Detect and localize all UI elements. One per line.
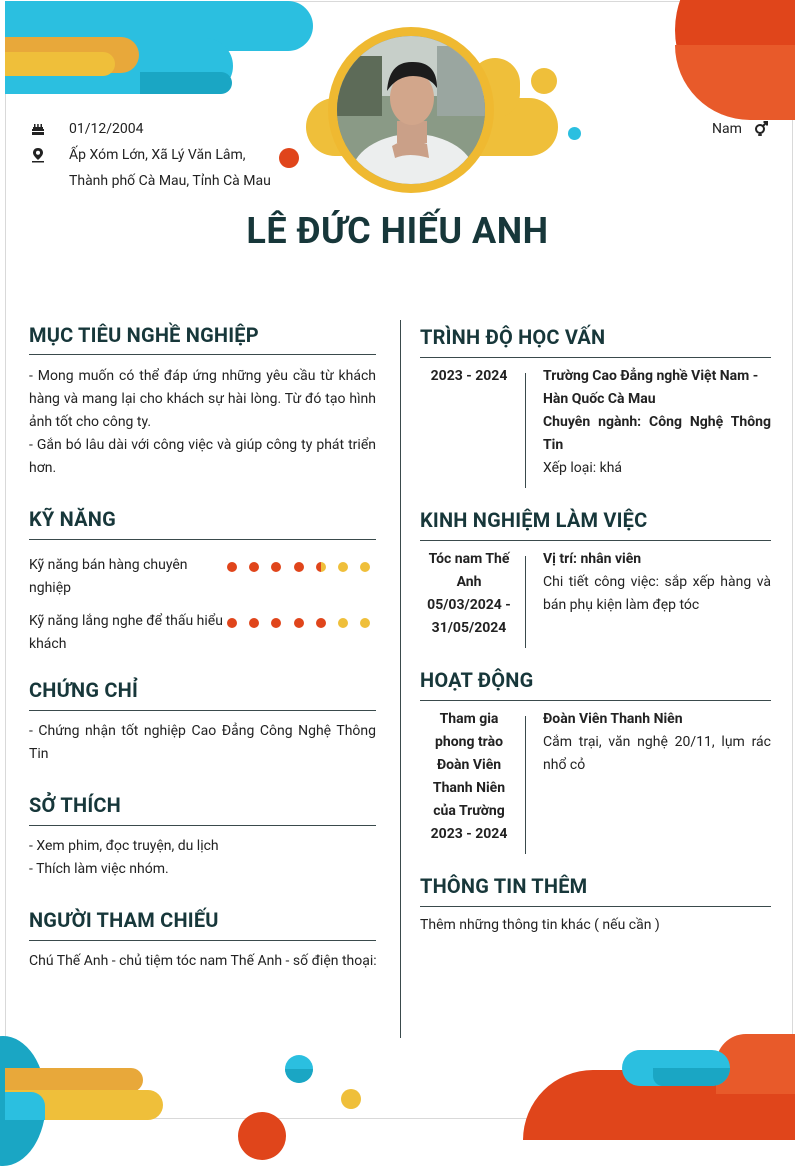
education-divider	[420, 357, 771, 358]
decor-bottom-left-orange	[5, 1068, 143, 1092]
activities-role: Đoàn Viên Thanh Niên	[543, 711, 683, 727]
hobby-line-2: - Thích làm việc nhóm.	[29, 861, 169, 877]
decor-bottom-red-half	[238, 1112, 286, 1160]
activities-divider	[420, 700, 771, 701]
references-title: NGƯỜI THAM CHIẾU	[29, 908, 219, 932]
rating-dot	[338, 618, 348, 628]
education-school: Trường Cao Đẳng nghề Việt Nam - Hàn Quốc Cà Mau	[543, 368, 759, 407]
hobby-line-1: - Xem phim, đọc truyện, du lịch	[29, 838, 219, 854]
skill-label: Kỹ năng lắng nghe để thấu hiểu khách	[29, 613, 223, 652]
rating-dot	[316, 562, 326, 572]
skill-label: Kỹ năng bán hàng chuyên nghiệp	[29, 557, 188, 596]
extra-info-text: Thêm những thông tin khác ( nếu cần )	[420, 917, 660, 933]
objective-divider	[29, 354, 376, 355]
experience-divider	[420, 540, 771, 541]
decor-bottom-right-teal	[653, 1068, 730, 1086]
hobbies-title: SỞ THÍCH	[29, 793, 121, 817]
column-divider	[400, 320, 401, 1038]
decor-top-left-yellow-bar2	[5, 52, 115, 76]
avatar	[337, 36, 485, 184]
rating-dot	[227, 618, 237, 628]
reference-text: Chú Thế Anh - chủ tiệm tóc nam Thế Anh - số điện thoại:	[29, 953, 377, 969]
activities-description: Tham gia phong trào Đoàn Viên Thanh Niên của Trường 2023 - 2024	[430, 711, 508, 842]
decor-red-dot	[279, 148, 299, 168]
birthdate: 01/12/2004	[69, 121, 144, 137]
map-pin-icon	[30, 147, 46, 163]
education-grade: Xếp loại: khá	[543, 460, 623, 476]
references-divider	[29, 940, 376, 941]
decor-bottom-yellow-dot	[341, 1089, 361, 1109]
hobbies-divider	[29, 825, 376, 826]
certificates-divider	[29, 710, 376, 711]
rating-dot	[294, 562, 304, 572]
full-name: LÊ ĐỨC HIẾU ANH	[246, 210, 549, 252]
avatar-photo	[337, 36, 485, 184]
objective-line-2: - Gắn bó lâu dài với công việc và giúp công ty phát triển hơn.	[29, 437, 376, 476]
decor-top-left-teal-band	[140, 72, 232, 94]
activities-title: HOẠT ĐỘNG	[420, 668, 534, 692]
experience-company: Tóc nam Thế Anh	[428, 551, 510, 590]
avatar-frame	[328, 27, 494, 193]
certificates-title: CHỨNG CHỈ	[29, 678, 139, 702]
experience-position: Vị trí: nhân viên	[543, 551, 642, 567]
gender: Nam	[712, 121, 742, 137]
gender-icon	[753, 120, 769, 136]
rating-dot	[338, 562, 348, 572]
objective-line-1: - Mong muốn có thể đáp ứng những yêu cầu từ khách hàng và mang lại cho khách sự hài lòng. Từ đó tạo hình ảnh tốt cho công ty.	[29, 368, 376, 430]
activities-details: Cắm trại, văn nghệ 20/11, lụm rác nhổ cỏ	[543, 734, 771, 773]
decor-blue-dot	[568, 127, 581, 140]
skills-divider	[29, 539, 376, 540]
rating-dot	[316, 618, 326, 628]
experience-period: 05/03/2024 - 31/05/2024	[427, 597, 511, 636]
decor-bottom-left-blue	[5, 1092, 45, 1120]
education-period: 2023 - 2024	[430, 368, 508, 384]
certificate-line: - Chứng nhận tốt nghiệp Cao Đẳng Công Nghệ Thông Tin	[29, 723, 376, 762]
objective-title: MỤC TIÊU NGHỀ NGHIỆP	[29, 323, 259, 347]
decor-yellow-dot	[531, 68, 557, 94]
experience-details: Chi tiết công việc: sắp xếp hàng và bán phụ kiện làm đẹp tóc	[543, 574, 771, 613]
rating-dot	[294, 618, 304, 628]
education-timeline-line	[525, 373, 526, 488]
address-line-2: Thành phố Cà Mau, Tỉnh Cà Mau	[69, 173, 271, 189]
cake-icon	[30, 121, 46, 137]
education-title: TRÌNH ĐỘ HỌC VẤN	[420, 325, 606, 349]
experience-timeline-line	[525, 556, 526, 648]
address-line-1: Ấp Xóm Lớn, Xã Lý Văn Lâm,	[69, 147, 246, 163]
extra-info-divider	[420, 906, 771, 907]
rating-dot	[227, 562, 237, 572]
activities-timeline-line	[525, 716, 526, 854]
experience-title: KINH NGHIỆM LÀM VIỆC	[420, 508, 648, 532]
education-major: Chuyên ngành: Công Nghệ Thông Tin	[543, 414, 771, 453]
extra-info-title: THÔNG TIN THÊM	[420, 874, 588, 898]
skills-title: KỸ NĂNG	[29, 507, 116, 531]
